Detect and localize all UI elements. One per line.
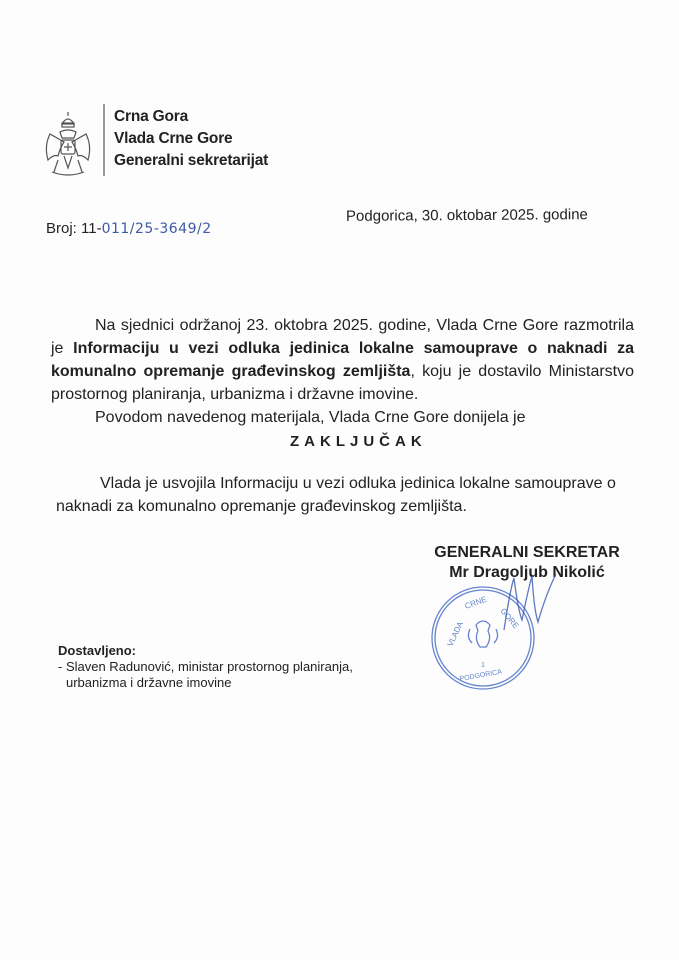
body-text: Na sjednici održanoj 23. oktobra 2025. godine, Vlada Crne Gore razmotrila je xyxy=(51,317,634,357)
svg-text:VLADA: VLADA xyxy=(445,620,465,648)
reference-number xyxy=(46,220,212,237)
svg-text:CRNE: CRNE xyxy=(463,594,488,611)
distribution-recipient-cont: urbanizma i državne imovine xyxy=(66,675,232,690)
reference-label: Broj: 11- xyxy=(46,220,102,237)
svg-text:GORE: GORE xyxy=(498,606,521,631)
handwritten-reference: 011/25-3649/2 xyxy=(101,221,212,237)
signatory-name: Mr Dragoljub Nikolić xyxy=(449,564,605,581)
body-paragraph-1 xyxy=(51,314,634,406)
letterhead-department: Generalni sekretarijat xyxy=(114,152,269,169)
svg-text:PODGORICA: PODGORICA xyxy=(459,668,503,683)
svg-text:1: 1 xyxy=(481,662,485,669)
handwritten-signature-icon xyxy=(500,570,560,635)
conclusion-text: Vlada je usvojila Informaciju u vezi odluka jedinica lokalne samouprave o naknadi za komunalno opremanje građevinskog zemljišta. xyxy=(56,475,616,515)
distribution-title: Dostavljeno: xyxy=(58,643,137,658)
header-divider xyxy=(103,104,105,176)
conclusion-heading: ZAKLJUČAK xyxy=(290,433,427,450)
coat-of-arms-icon xyxy=(40,110,96,180)
document-date: Podgorica, 30. oktobar 2025. godine xyxy=(345,206,588,225)
distribution-recipient: - Slaven Radunović, ministar prostornog planiranja, xyxy=(58,659,353,674)
signatory-title: GENERALNI SEKRETAR xyxy=(434,544,620,561)
distribution-list xyxy=(58,643,353,691)
body-paragraph-2: Povodom navedenog materijala, Vlada Crne Gore donijela je xyxy=(95,409,526,426)
body-text: , koju je dostavilo Ministarstvo prostornog planiranja, urbanizma i državne imovine. xyxy=(51,363,635,403)
conclusion-body xyxy=(56,472,636,518)
letterhead-country: Crna Gora xyxy=(114,108,188,125)
document-subject: Informaciju u vezi odluka jedinica lokalne samouprave o naknadi za komunalno opremanje građevinskog zemljišta xyxy=(51,340,634,380)
document-body xyxy=(51,314,634,429)
letterhead xyxy=(114,106,268,172)
letterhead-government: Vlada Crne Gore xyxy=(114,130,233,147)
